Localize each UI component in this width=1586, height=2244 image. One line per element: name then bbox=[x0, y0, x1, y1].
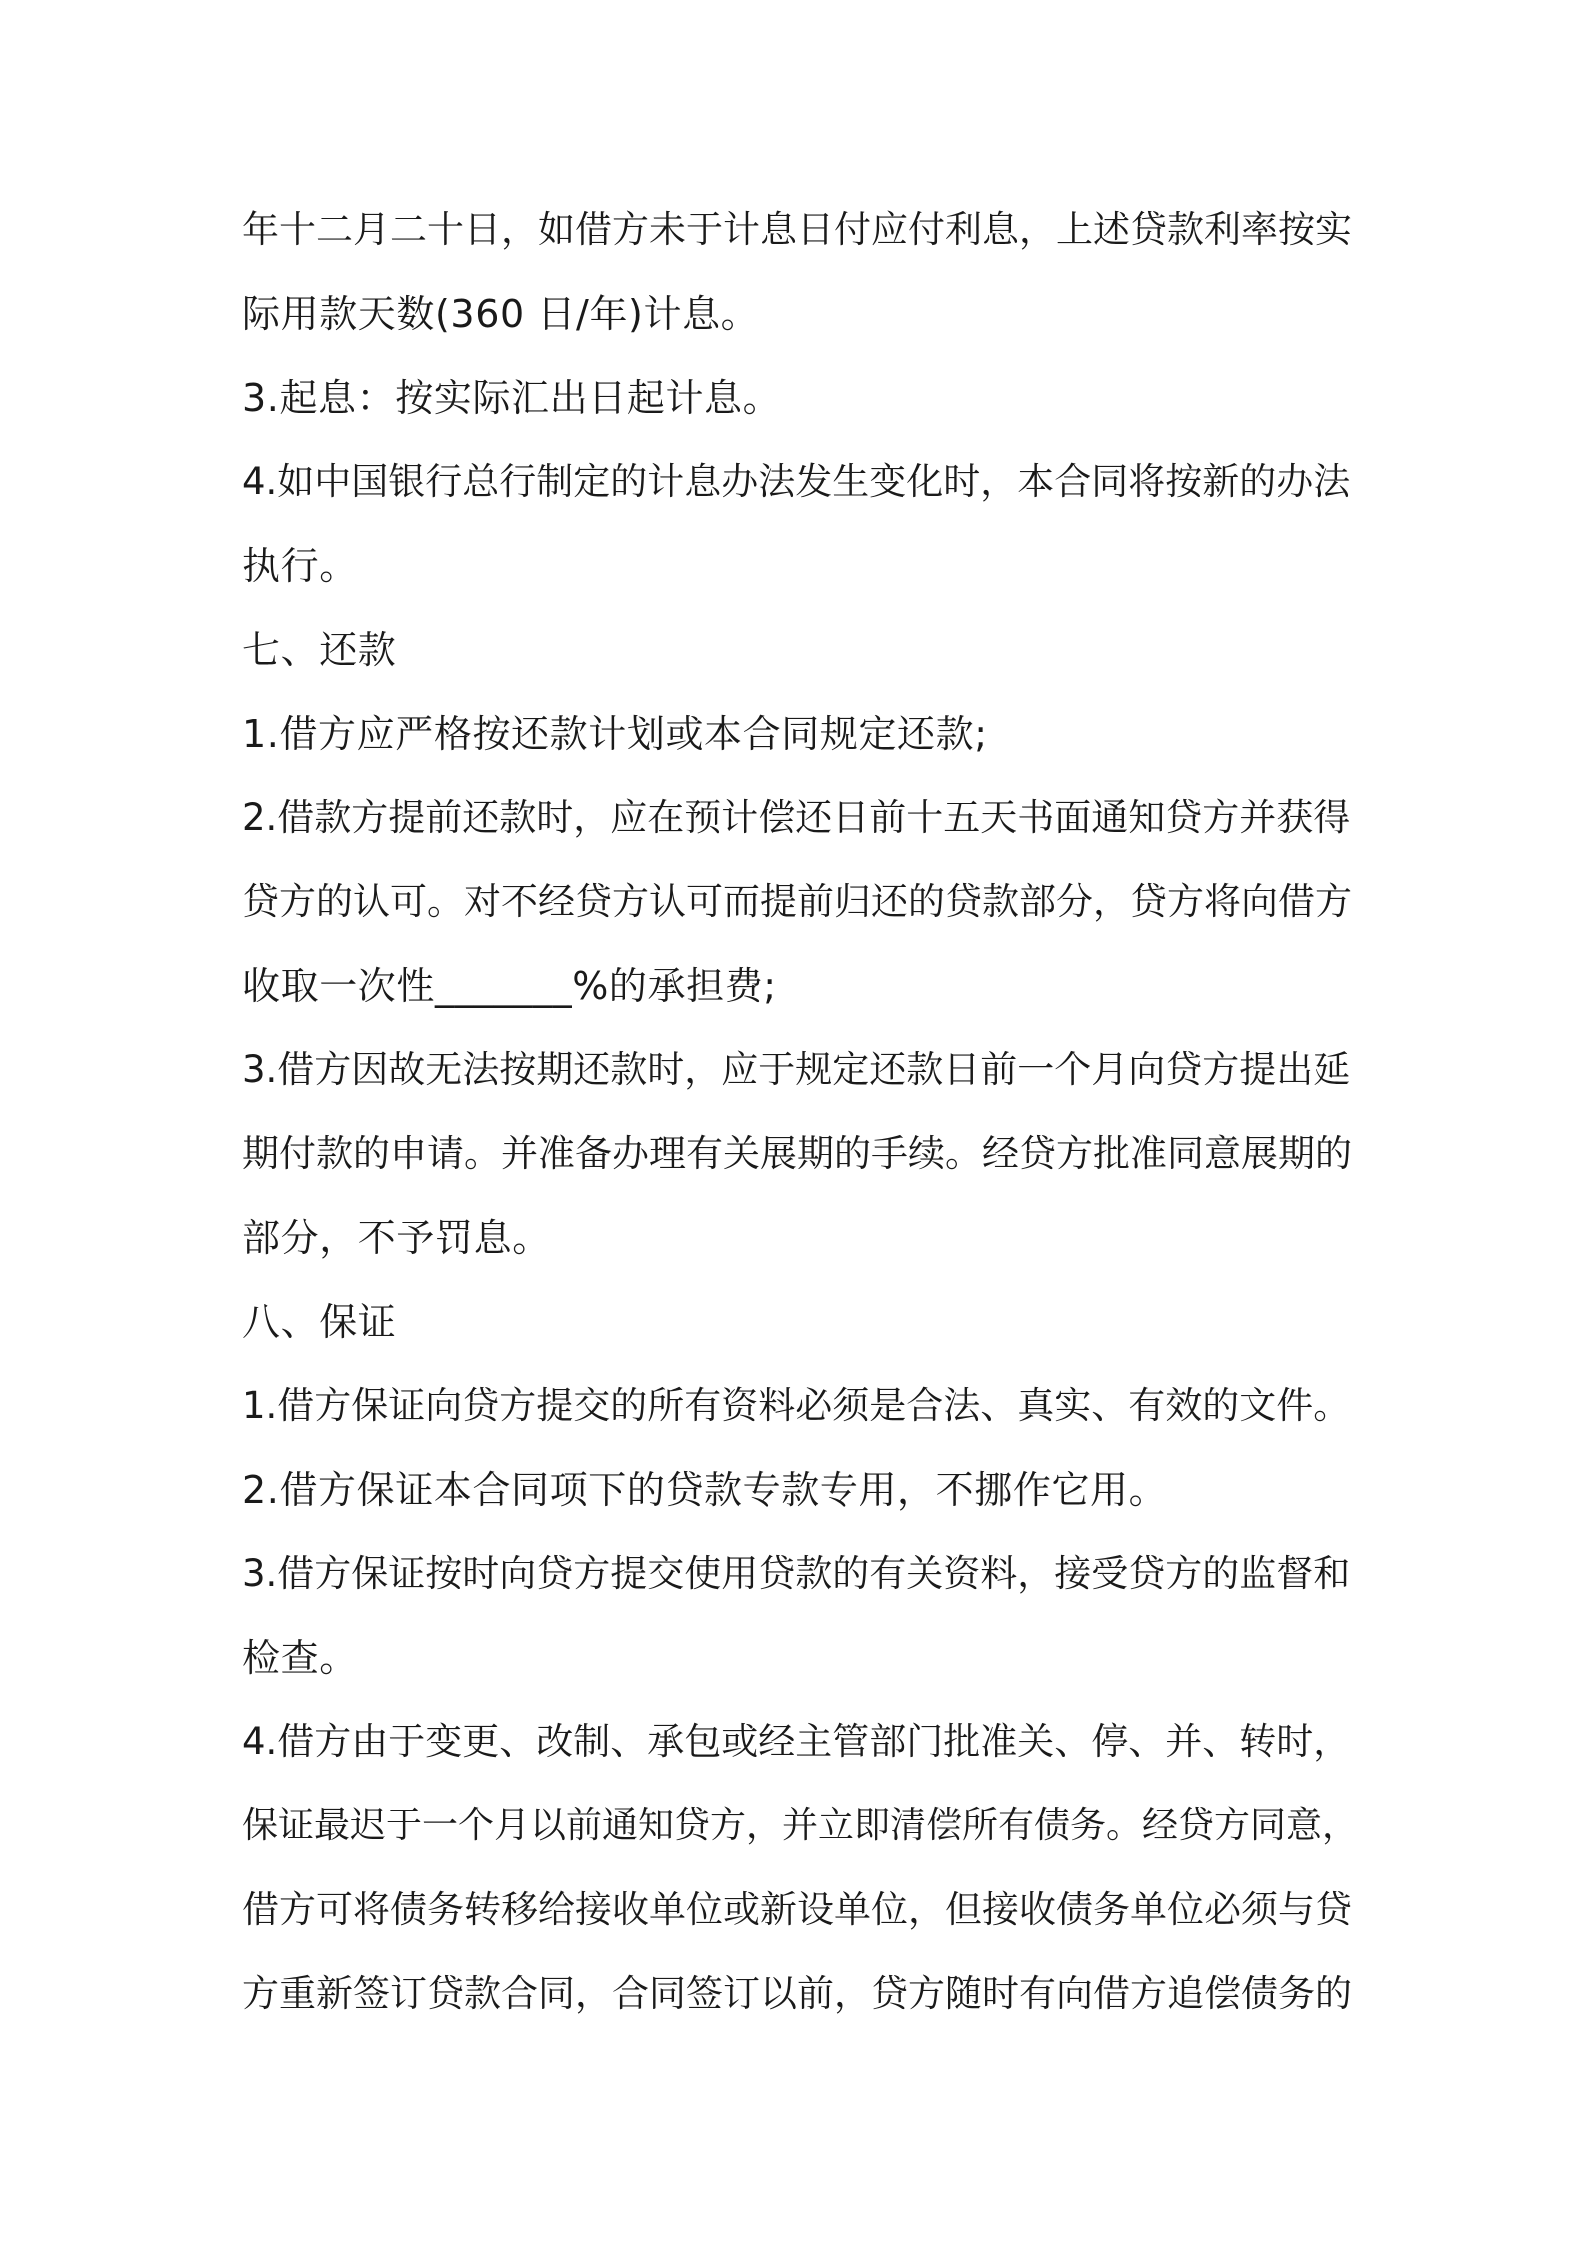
paragraph-line: 检查。 bbox=[242, 1636, 358, 1680]
paragraph-line: 期付款的申请。并准备办理有关展期的手续。经贷方批准同意展期的 bbox=[242, 1132, 1352, 1175]
paragraph-line: 保证最迟于一个月以前通知贷方，并立即清偿所有债务。经贷方同意， bbox=[242, 1805, 1359, 1846]
paragraph-line: 贷方的认可。对不经贷方认可而提前归还的贷款部分，贷方将向借方 bbox=[242, 880, 1352, 923]
paragraph-line: 4.如中国银行总行制定的计息办法发生变化时，本合同将按新的办法 bbox=[242, 460, 1351, 503]
paragraph-line: 3.起息：按实际汇出日起计息。 bbox=[242, 376, 782, 420]
paragraph-line: 2.借方保证本合同项下的贷款专款专用，不挪作它用。 bbox=[242, 1468, 1168, 1512]
paragraph-line: 年十二月二十日，如借方未于计息日付应付利息，上述贷款利率按实 bbox=[242, 208, 1352, 251]
paragraph-line: 1.借方保证向贷方提交的所有资料必须是合法、真实、有效的文件。 bbox=[242, 1384, 1351, 1427]
paragraph-line: 际用款天数(360 日/年)计息。 bbox=[242, 292, 760, 336]
paragraph-line: 3.借方保证按时向贷方提交使用贷款的有关资料，接受贷方的监督和 bbox=[242, 1552, 1351, 1595]
paragraph-line: 3.借方因故无法按期还款时，应于规定还款日前一个月向贷方提出延 bbox=[242, 1048, 1351, 1091]
paragraph-line: 执行。 bbox=[242, 544, 358, 588]
paragraph-line: 2.借款方提前还款时，应在预计偿还日前十五天书面通知贷方并获得 bbox=[242, 796, 1351, 839]
paragraph-line: 方重新签订贷款合同，合同签订以前，贷方随时有向借方追偿债务的 bbox=[242, 1972, 1352, 2015]
paragraph-line: 4.借方由于变更、改制、承包或经主管部门批准关、停、并、转时， bbox=[242, 1720, 1351, 1763]
section-heading: 八、保证 bbox=[242, 1300, 397, 1344]
paragraph-line: 1.借方应严格按还款计划或本合同规定还款; bbox=[242, 712, 988, 756]
paragraph-line: 部分，不予罚息。 bbox=[242, 1216, 551, 1260]
section-heading: 七、还款 bbox=[242, 628, 397, 672]
paragraph-line: 收取一次性_______%的承担费; bbox=[242, 964, 777, 1008]
paragraph-line: 借方可将债务转移给接收单位或新设单位，但接收债务单位必须与贷 bbox=[242, 1888, 1352, 1931]
